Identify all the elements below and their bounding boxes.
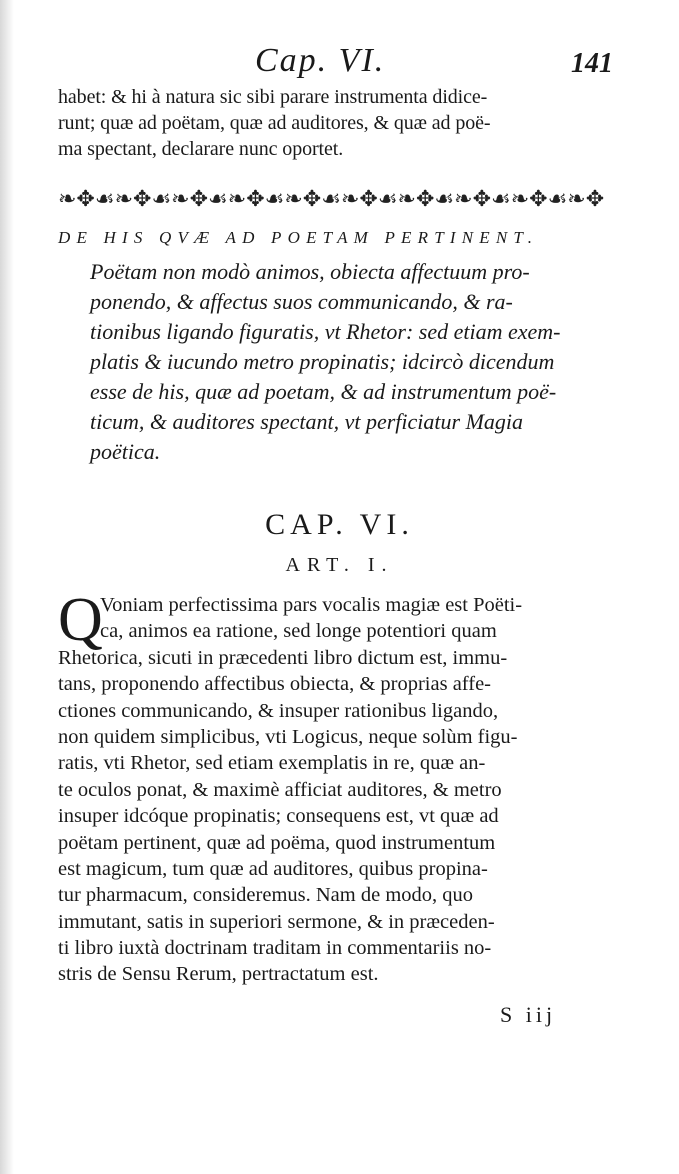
running-head (0, 42, 679, 86)
text-line: ratis, vti Rhetor, sed etiam exemplatis in re, quæ an- (58, 752, 486, 775)
page-number: 141 (571, 48, 613, 79)
text-line: Poëtam non modò animos, obiecta affectuum pro- (90, 259, 530, 284)
text-line: ctiones communicando, & insuper rationibus ligando, (58, 699, 499, 722)
intro-paragraph (58, 84, 618, 162)
text-line: immutant, satis in superiori sermone, & in præceden- (58, 910, 495, 933)
text-line: ma spectant, declarare nunc oportet. (58, 138, 344, 160)
text-line: ti libro iuxtà doctrinam traditam in commentariis no- (58, 937, 492, 960)
section-summary (90, 257, 630, 467)
chapter-title: CAP. VI. (265, 508, 414, 541)
text-line: platis & iucundo metro propinatis; idcircò dicendum (90, 349, 555, 374)
text-line: non quidem simplicibus, vti Logicus, neque solùm figu- (58, 725, 518, 748)
text-line: ticum, & auditores spectant, vt perficiatur Magia (90, 409, 524, 434)
text-line: est magicum, tum quæ ad auditores, quibus propina- (58, 857, 488, 880)
text-line: ca, animos ea ratione, sed longe potentiori quam (100, 620, 497, 643)
text-line: tans, proponendo affectibus obiecta, & proprias affe- (58, 673, 492, 696)
text-line: Rhetorica, sicuti in præcedenti libro dictum est, immu- (58, 646, 508, 669)
text-line: poëtam pertinent, quæ ad poëma, quod instrumentum (58, 831, 496, 854)
signature-mark: S iij (500, 1002, 557, 1027)
text-line: te oculos ponat, & maximè afficiat auditores, & metro (58, 778, 502, 801)
text-line: stris de Sensu Rerum, pertractatum est. (58, 963, 379, 986)
text-line: poëtica. (90, 439, 161, 464)
text-line: tionibus ligando figuratis, vt Rhetor: sed etiam exem- (90, 319, 561, 344)
text-line: ponendo, & affectus suos communicando, & ra- (90, 289, 513, 314)
drop-cap: Q (58, 586, 103, 654)
ornament-row: ❧✥☙❧✥☙❧✥☙❧✥☙❧✥☙❧✥☙❧✥☙❧✥☙❧✥☙❧✥ (58, 186, 605, 211)
text-line: Voniam perfectissima pars vocalis magiæ est Poëti- (100, 594, 523, 616)
ornamental-border (58, 186, 620, 212)
running-head-title: Cap. VI. (255, 42, 386, 79)
text-line: runt; quæ ad poëtam, quæ ad auditores, & quæ ad poë- (58, 112, 491, 134)
page-gutter-shadow (0, 0, 14, 1174)
main-paragraph (58, 586, 630, 988)
text-line: esse de his, quæ ad poetam, & ad instrumentum poë- (90, 379, 557, 404)
text-line: insuper idcóque propinatis; consequens est, vt quæ ad (58, 805, 499, 828)
article-title: ART. I. (285, 554, 394, 576)
text-line: habet: & hi à natura sic sibi parare instrumenta didice- (58, 86, 488, 108)
section-heading: DE HIS QVÆ AD POETAM PERTINENT. (58, 228, 539, 247)
text-line: tur pharmacum, consideremus. Nam de modo, quo (58, 884, 474, 907)
